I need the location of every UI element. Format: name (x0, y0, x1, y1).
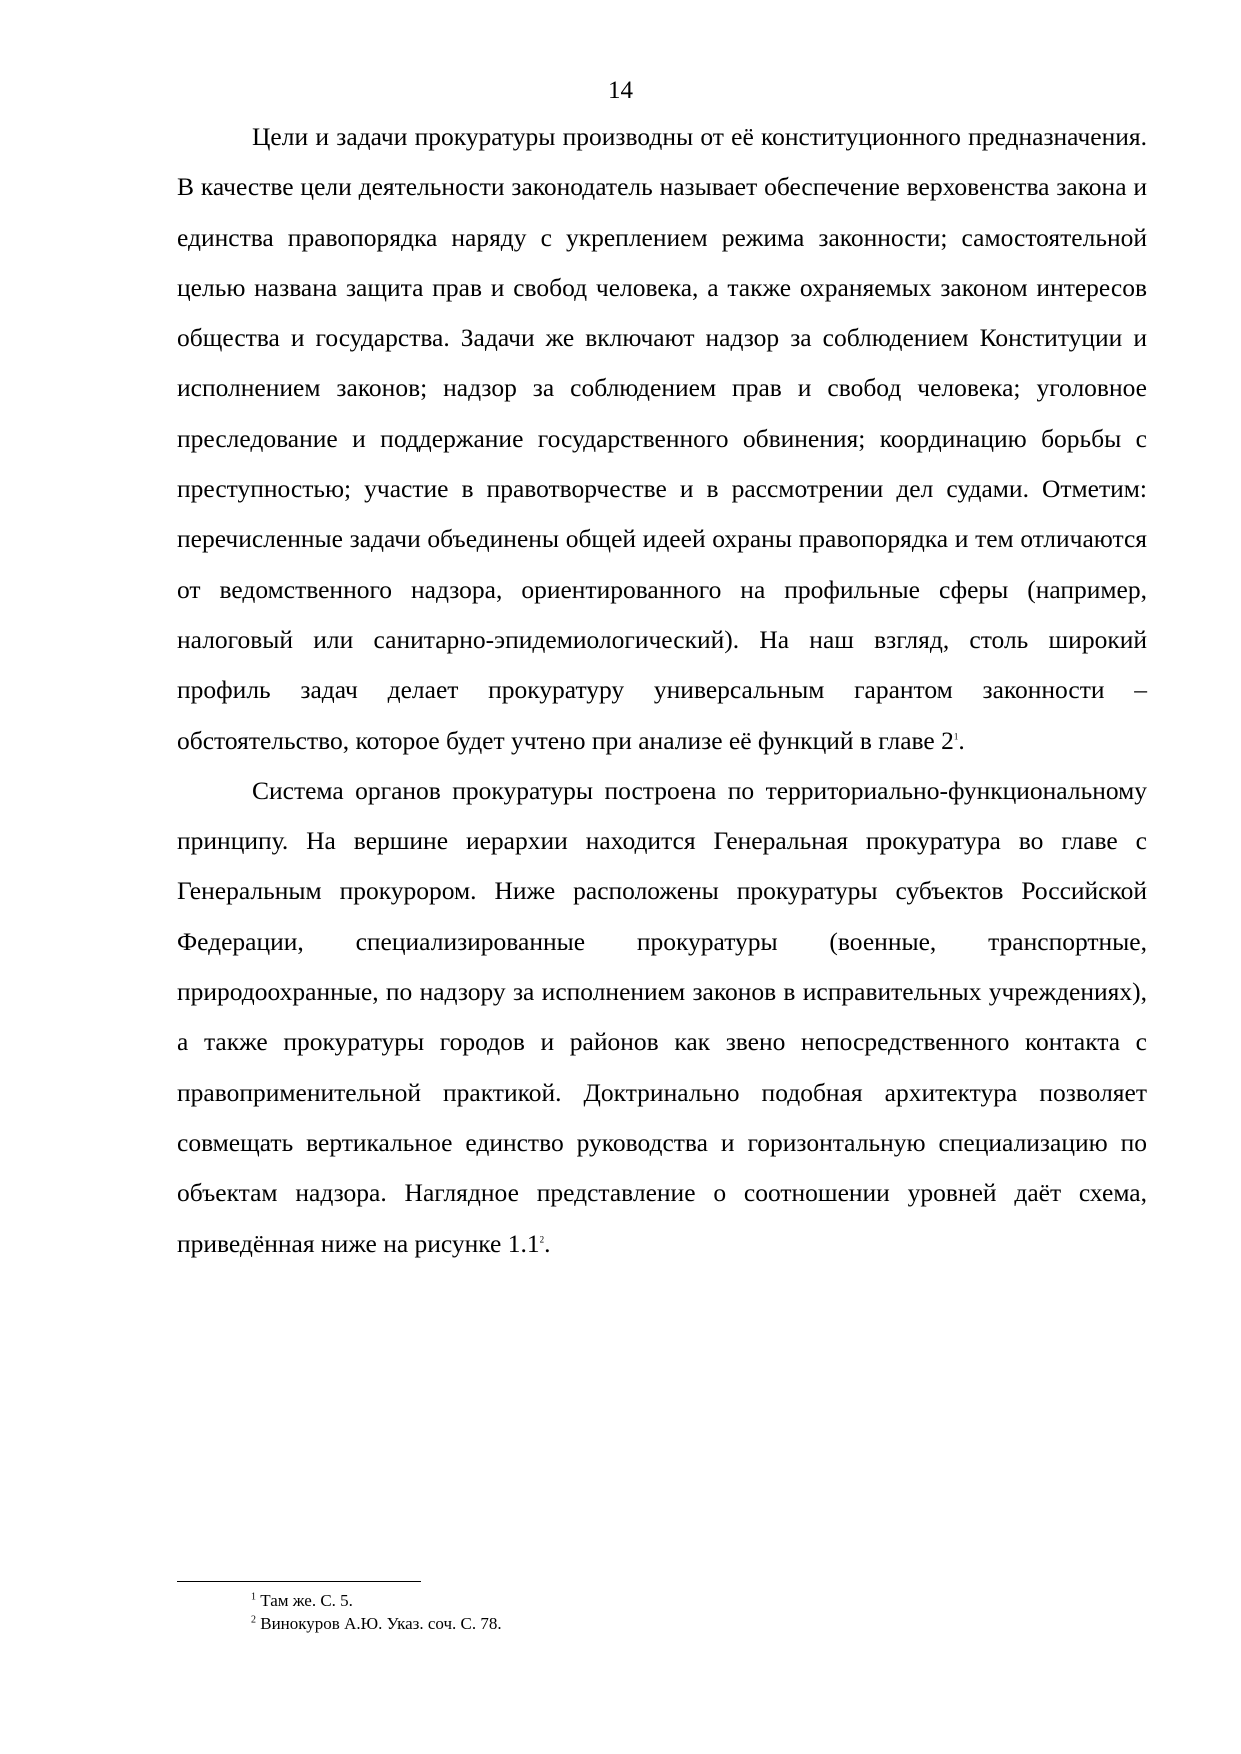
paragraph (177, 766, 1147, 1269)
page-number: 14 (608, 77, 633, 104)
footnote-text: Винокуров А.Ю. Указ. соч. С. 78. (260, 1614, 502, 1633)
footnote-reference: 2 (539, 1234, 545, 1245)
body-text (177, 112, 1147, 1269)
paragraph-tail: . (544, 1228, 551, 1258)
footnote-marker: 1 (251, 1591, 256, 1603)
footnote-marker: 2 (251, 1614, 256, 1626)
paragraph-tail: . (958, 725, 965, 755)
footnote-separator (177, 1581, 421, 1582)
footnote (251, 1612, 1147, 1635)
paragraph-text: Система органов прокуратуры построена по территориально-функциональному принципу. На вершине иерархии находится Генеральная прокуратура во главе с Генеральным прокурором. Ниже расположены прокуратуры субъектов Российской Федерации, специализированные прокуратуры (военные, транспортные, природоохранные, по надзору за исполнением законов в исправительных учреждениях), а также прокуратуры городов и районов как звено непосредственного контакта с правоприменительной практикой. Доктринально подобная архитектура позволяет совмещать вертикальное единство руководства и горизонтальную специализацию по объектам надзора. Наглядное представление о соотношении уровней даёт схема, приведённая ниже на рисунке 1.1 (177, 775, 1147, 1258)
footnotes (251, 1589, 1147, 1635)
paragraph (177, 112, 1147, 766)
footnote-text: Там же. С. 5. (260, 1591, 353, 1610)
footnote (251, 1589, 1147, 1612)
paragraph-text: Цели и задачи прокуратуры производны от её конституционного предназначения. В качестве цели деятельности законодатель называет обеспечение верховенства закона и единства правопорядка наряду с укреплением режима законности; самостоятельной целью названа защита прав и свобод человека, а также охраняемых законом интересов общества и государства. Задачи же включают надзор за соблюдением Конституции и исполнением законов; надзор за соблюдением прав и свобод человека; уголовное преследование и поддержание государственного обвинения; координацию борьбы с преступностью; участие в правотворчестве и в рассмотрении дел судами. Отметим: перечисленные задачи объединены общей идеей охраны правопорядка и тем отличаются от ведомственного надзора, ориентированного на профильные сферы (например, налоговый или санитарно-эпидемиологический). На наш взгляд, столь широкий профиль задач делает прокуратуру универсальным гарантом законности – обстоятельство, которое будет учтено при анализе её функций в главе 2 (177, 122, 1147, 755)
footnote-reference: 1 (953, 731, 959, 742)
